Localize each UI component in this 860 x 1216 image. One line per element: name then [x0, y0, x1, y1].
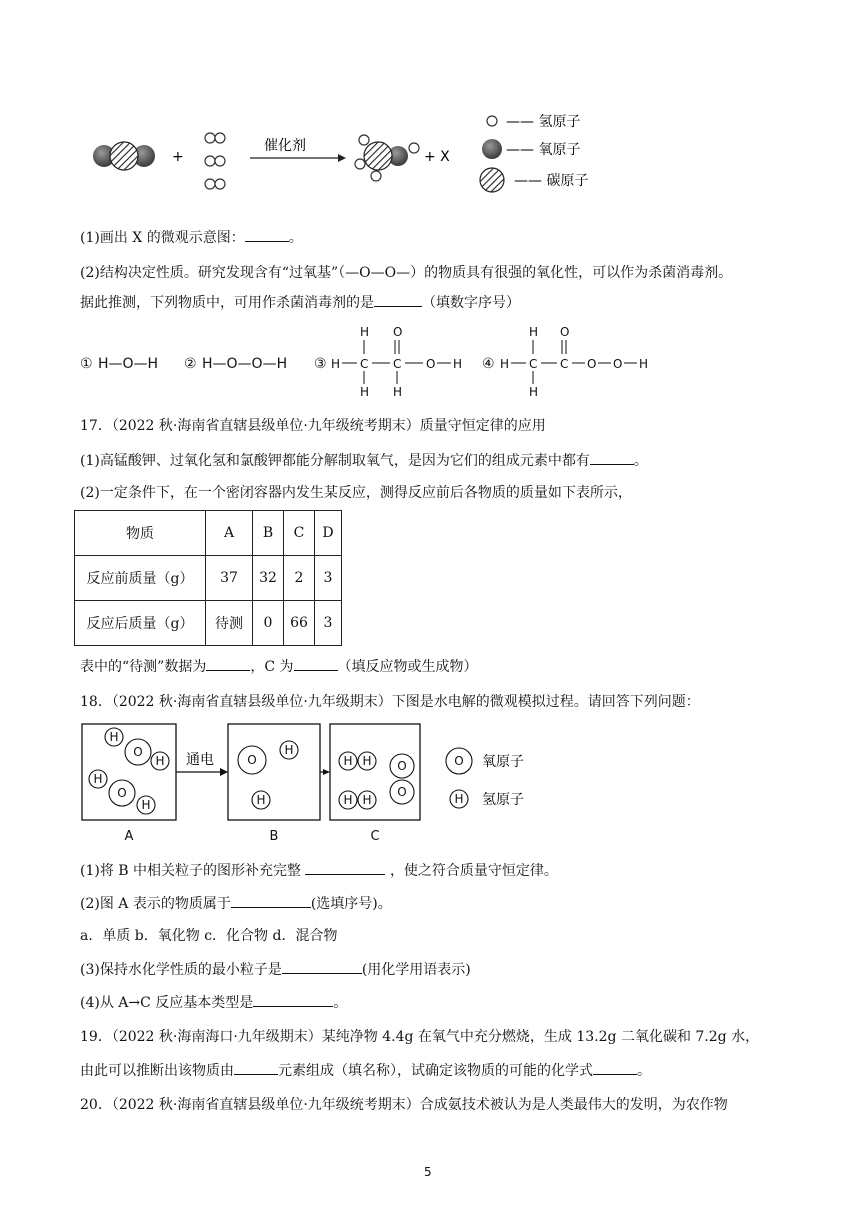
box-c-label: C	[370, 829, 380, 844]
q19-line2	[80, 1060, 651, 1081]
answer-blank[interactable]	[374, 292, 422, 307]
q18-part2-end: (选填序号)。	[310, 896, 392, 912]
q16-part2-text: 据此推测，下列物质中，可用作杀菌消毒剂的是	[80, 295, 374, 311]
q16-part1	[80, 227, 303, 248]
q18-part2-text: (2)图 A 表示的物质属于	[80, 896, 231, 912]
svg-text:C: C	[360, 357, 369, 371]
hydrogen-molecules-icon	[205, 133, 225, 189]
q18-part3-text: (3)保持水化学性质的最小粒子是	[80, 962, 282, 978]
table-header-cell: B	[253, 511, 284, 556]
svg-text:O: O	[397, 785, 407, 799]
svg-text:O: O	[117, 786, 127, 800]
svg-text:H: H	[362, 793, 372, 807]
svg-text:O: O	[613, 357, 623, 371]
table-cell: 66	[284, 601, 315, 646]
q18-part4	[80, 992, 347, 1013]
legend-oxygen: —— 氧原子	[506, 142, 581, 158]
table-cell: 0	[253, 601, 284, 646]
formula-4-structure	[500, 325, 648, 399]
answer-blank[interactable]	[253, 992, 333, 1007]
legend-oxygen-label: 氧原子	[482, 754, 524, 770]
legend-hydrogen-label: 氢原子	[482, 792, 524, 808]
svg-text:H: H	[93, 772, 103, 786]
svg-text:H: H	[331, 357, 341, 371]
formula-4-number: ④	[482, 356, 495, 372]
q17-after-mid: ，C 为	[250, 659, 294, 675]
table-cell: 反应后质量（g）	[75, 601, 206, 646]
plus-sign: +	[172, 149, 184, 165]
table-cell: 32	[253, 556, 284, 601]
q18-part3	[80, 959, 471, 980]
svg-text:H: H	[500, 357, 510, 371]
page-number: 5	[424, 1165, 432, 1179]
q17-after-table	[80, 656, 478, 677]
legend-hydrogen: —— 氢原子	[506, 114, 581, 130]
structural-formulas	[80, 318, 680, 402]
oxygen-atom-icon	[482, 139, 502, 159]
answer-blank[interactable]	[305, 860, 385, 875]
table-header-cell: C	[284, 511, 315, 556]
svg-text:O: O	[560, 325, 570, 339]
table-cell: 反应前质量（g）	[75, 556, 206, 601]
q18-part4-text: (4)从 A→C 反应基本类型是	[80, 995, 254, 1011]
formula-2-number: ②	[184, 356, 197, 372]
svg-text:O: O	[397, 759, 407, 773]
svg-text:H: H	[529, 385, 539, 399]
q16-part2-line2	[80, 292, 520, 313]
table-header-cell: A	[206, 511, 253, 556]
answer-blank[interactable]	[245, 227, 289, 242]
svg-text:H: H	[256, 793, 266, 807]
q18-part1	[80, 860, 558, 881]
q18-part1-text: (1)将 B 中相关粒子的图形补充完整	[80, 863, 302, 879]
answer-blank[interactable]	[593, 1060, 637, 1075]
box-a-label: A	[124, 829, 134, 844]
formula-3-structure	[331, 325, 462, 399]
answer-blank[interactable]	[294, 656, 338, 671]
electrolysis-diagram	[80, 720, 560, 846]
table-row	[75, 601, 342, 646]
svg-text:H: H	[360, 385, 370, 399]
box-b-label: B	[269, 829, 279, 844]
q17-part1-end: 。	[633, 453, 648, 469]
carbon-atom-icon	[480, 168, 504, 192]
q17-after-end: （填反应物或生成物）	[337, 659, 478, 675]
answer-blank[interactable]	[282, 959, 362, 974]
svg-text:H: H	[343, 793, 353, 807]
table-cell: 2	[284, 556, 315, 601]
svg-text:O: O	[426, 357, 436, 371]
svg-text:H: H	[109, 730, 119, 744]
table-header-cell: 物质	[75, 511, 206, 556]
svg-text:H: H	[393, 385, 403, 399]
legend-carbon: —— 碳原子	[514, 173, 589, 189]
svg-text:H: H	[639, 357, 649, 371]
formula-1-number: ①	[80, 356, 93, 372]
q17-part2: (2)一定条件下，在一个密闭容器内发生某反应，测得反应前后各物质的质量如下表所示，	[80, 485, 632, 501]
table-cell: 待测	[206, 601, 253, 646]
table-header-cell: D	[315, 511, 342, 556]
table-cell: 37	[206, 556, 253, 601]
q16-part2-end: （填数字序号）	[422, 295, 520, 311]
q18-part4-end: 。	[333, 995, 348, 1011]
q18-options: a．单质 b．氧化物 c．化合物 d．混合物	[80, 928, 338, 944]
q18-title: 18．（2022 秋·海南省直辖县级单位·九年级期末）下图是水电解的微观模拟过程。请回答下列问题：	[80, 694, 700, 710]
table-cell: 3	[315, 556, 342, 601]
q20-line1: 20．（2022 秋·海南省直辖县级单位·九年级统考期末）合成氨技术被认为是人类最伟大的发明，为农作物	[80, 1097, 728, 1113]
q16-part2-line1: (2)结构决定性质。研究发现含有“过氧基”（—O—O—）的物质具有很强的氧化性，可以作为杀菌消毒剂。	[80, 265, 733, 281]
svg-text:H: H	[529, 325, 539, 339]
table-row	[75, 511, 342, 556]
svg-text:H: H	[343, 754, 353, 768]
electrolysis-label: 通电	[186, 752, 214, 768]
svg-text:H: H	[155, 754, 165, 768]
q16-part1-end: 。	[288, 230, 303, 246]
q19-line1: 19．（2022 秋·海南海口·九年级期末）某纯净物 4.4g 在氧气中充分燃烧，生成 13.2g 二氧化碳和 7.2g 水，	[80, 1029, 760, 1045]
svg-text:H: H	[453, 357, 463, 371]
q19-line2-mid: 元素组成（填名称），试确定该物质的可能的化学式	[278, 1063, 593, 1079]
q17-part1-text: (1)高锰酸钾、过氧化氢和氯酸钾都能分解制取氧气，是因为它们的组成元素中都有	[80, 453, 590, 469]
answer-blank[interactable]	[234, 1060, 278, 1075]
svg-text:H: H	[454, 792, 464, 806]
formula-2: H—O—O—H	[202, 356, 288, 372]
q17-after-text: 表中的“待测”数据为	[80, 659, 207, 675]
reaction-diagram	[80, 100, 620, 200]
svg-text:C: C	[529, 357, 538, 371]
mass-table	[74, 510, 342, 646]
svg-text:O: O	[133, 745, 143, 759]
product-x: + X	[424, 149, 450, 165]
svg-text:H: H	[284, 743, 294, 757]
svg-text:H: H	[362, 754, 372, 768]
svg-text:C: C	[393, 357, 402, 371]
svg-text:C: C	[560, 357, 569, 371]
methanol-molecule-icon	[355, 135, 419, 181]
q17-part1	[80, 450, 648, 471]
catalyst-label: 催化剂	[264, 138, 306, 154]
q19-line2-end: 。	[637, 1063, 651, 1079]
q19-line2-text: 由此可以推断出该物质由	[80, 1063, 234, 1079]
svg-text:H: H	[360, 325, 370, 339]
q18-part1-end: ，使之符合质量守恒定律。	[389, 863, 558, 879]
q17-title: 17．（2022 秋·海南省直辖县级单位·九年级统考期末）质量守恒定律的应用	[80, 418, 546, 434]
reaction-arrow-icon	[250, 154, 346, 162]
q18-part2	[80, 893, 392, 914]
svg-text:O: O	[454, 754, 464, 768]
answer-blank[interactable]	[206, 656, 250, 671]
hydrogen-atom-icon	[487, 116, 497, 126]
svg-text:O: O	[393, 325, 403, 339]
table-row	[75, 556, 342, 601]
answer-blank[interactable]	[590, 450, 634, 465]
answer-blank[interactable]	[231, 893, 311, 908]
svg-text:O: O	[587, 357, 597, 371]
reaction-legend	[480, 114, 588, 192]
formula-1: H—O—H	[98, 356, 159, 372]
q18-part3-end: (用化学用语表示)	[361, 962, 471, 978]
q16-part1-text: (1)画出 X 的微观示意图：	[80, 230, 245, 246]
table-cell: 3	[315, 601, 342, 646]
svg-text:O: O	[247, 753, 257, 767]
co2-molecule-icon	[93, 142, 155, 170]
svg-text:H: H	[141, 798, 151, 812]
formula-3-number: ③	[314, 356, 327, 372]
